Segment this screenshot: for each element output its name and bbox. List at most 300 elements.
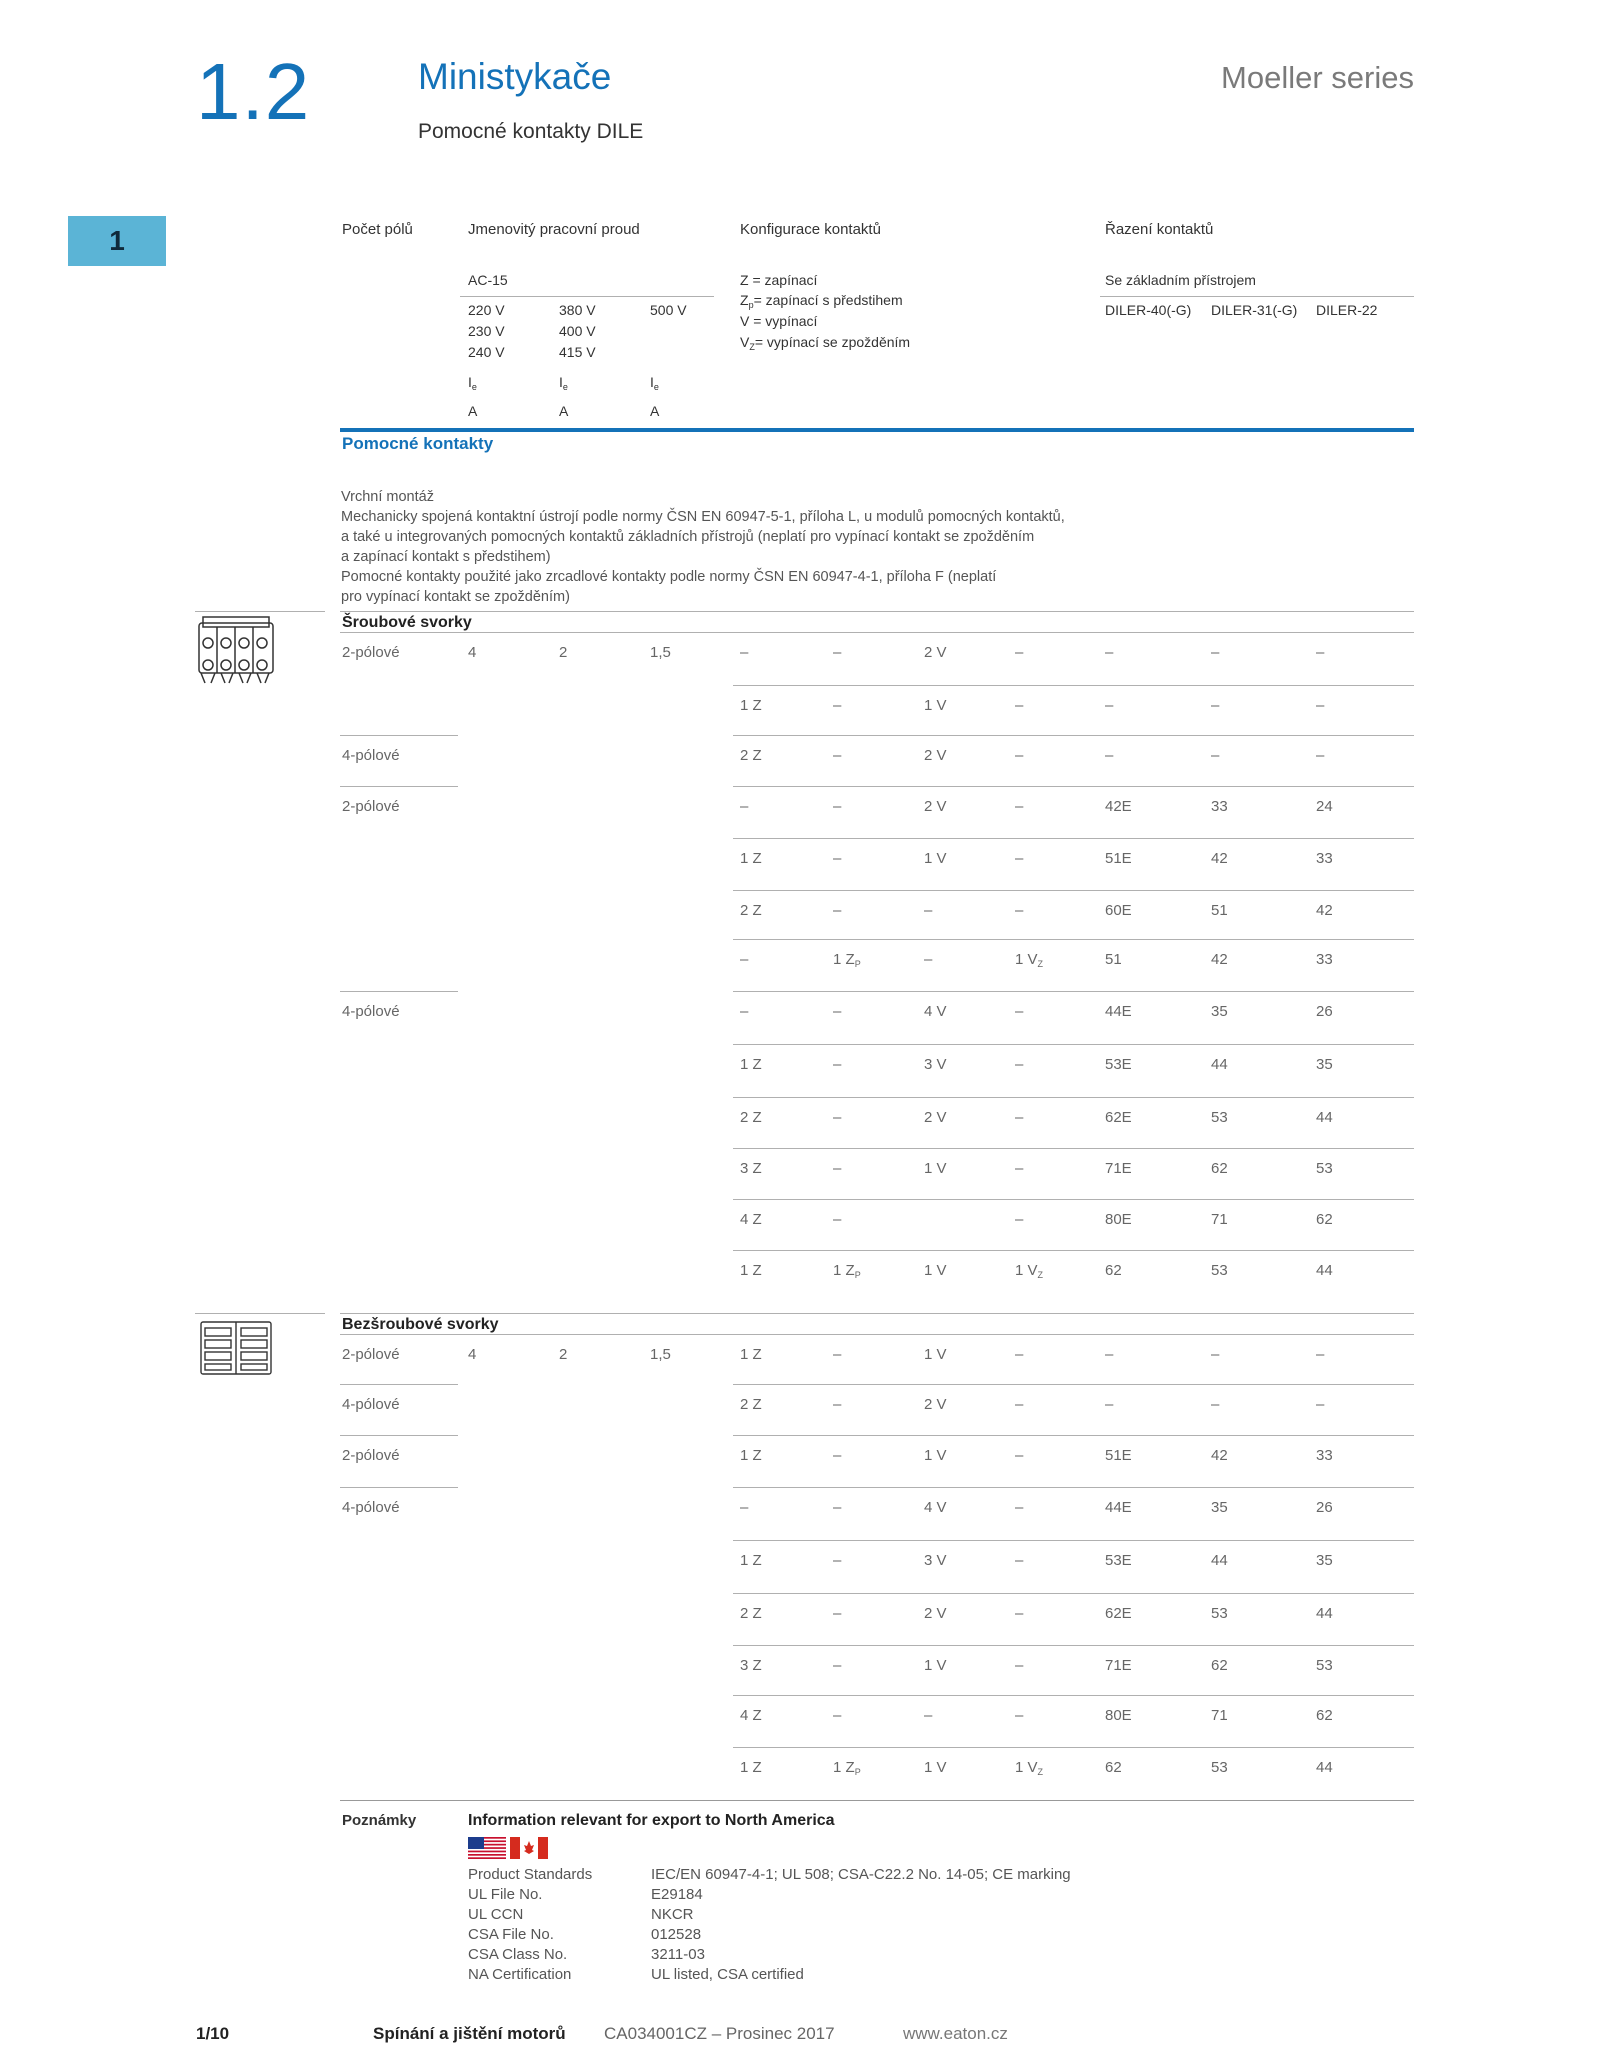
table-cell-z [740,850,762,867]
table-cell-a220 [468,1346,476,1363]
cell-value: – [740,798,749,815]
table-cell-zp [833,1109,841,1126]
order-header: Řazení kontaktů [1105,221,1214,238]
row-divider [733,786,1414,787]
row-divider [733,939,1414,940]
table-cell-v [924,850,947,867]
table-cell-zp [833,1499,841,1516]
table-cell-zp [833,1003,841,1020]
cell-value: – [1015,1447,1024,1464]
table-cell-vz [1015,1552,1023,1569]
cell-value: 80E [1105,1707,1132,1724]
cell-value: 62 [1105,1262,1122,1279]
cell-value: – [1015,902,1024,919]
cell-value: 62 [1316,1707,1333,1724]
footer-chapter: Spínání a jištění motorů [373,2024,566,2043]
intro-line: a zapínací kontakt s předstihem) [341,549,551,565]
base-diler-31: DILER-31(-G) [1211,302,1298,318]
table-cell-v [924,951,932,968]
cell-value: 53 [1211,1109,1228,1126]
table-cell-v [924,1759,947,1776]
cell-subscript: Z [1037,1767,1044,1777]
unit-amp-1: A [468,403,478,419]
table-cell-z [740,1657,762,1674]
voltage-240: 240 V [468,344,505,360]
cell-value: 1 V [924,1262,947,1279]
ie-symbol-3: $I_e$ [650,374,659,392]
table-cell-d40 [1105,644,1113,661]
table-cell-vz [1015,1396,1023,1413]
table-cell-d40 [1105,1552,1132,1569]
row-divider [733,1645,1414,1646]
cell-value: 51 [1211,902,1228,919]
cell-value: – [833,1707,842,1724]
cell-value: – [1015,1605,1024,1622]
cell-value: 3 V [924,1552,947,1569]
cell-value: 2 Z [740,902,762,919]
table-cell-d22 [1316,951,1333,968]
cell-value: 2 V [924,798,947,815]
table-cell-vz [1015,951,1043,969]
cell-value: – [1015,850,1024,867]
cell-value: – [833,1499,842,1516]
cell-value: 51 [1105,951,1122,968]
table-cell-d22 [1316,1396,1324,1413]
cell-value: – [1316,644,1325,661]
cell-value: – [1015,1499,1024,1516]
cell-value: 53 [1211,1759,1228,1776]
table-cell-pole [342,747,400,764]
table-cell-d40 [1105,1109,1132,1126]
voltage-415: 415 V [559,344,596,360]
row-divider [733,838,1414,839]
cell-value: 1 Z [740,1262,762,1279]
table-cell-vz [1015,1346,1023,1363]
table-cell-d31 [1211,1262,1228,1279]
chapter-tab[interactable]: 1 [68,216,166,266]
table-cell-d40 [1105,1211,1132,1228]
table-cell-vz [1015,1211,1023,1228]
cell-value: – [833,1396,842,1413]
cell-value: – [833,850,842,867]
intro-line: a také u integrovaných pomocných kontaktů základních přístrojů (neplatí pro vypínací kontakt se zpožděním [341,529,1035,545]
table-cell-vz [1015,1499,1023,1516]
table-cell-pole [342,1499,400,1516]
cell-value: 4 [468,644,477,661]
cell-value: – [740,644,749,661]
cell-value: 44 [1316,1605,1333,1622]
table-cell-z [740,798,748,815]
cell-value: 53 [1316,1657,1333,1674]
header-rule [340,428,1414,432]
group-divider [340,1313,1414,1314]
cell-value: 1 Z [740,1056,762,1073]
note-key: CSA File No. [468,1926,554,1943]
cell-value: 3 V [924,1056,947,1073]
table-cell-v [924,1552,947,1569]
row-divider [733,1199,1414,1200]
note-value: E29184 [651,1886,703,1903]
table-cell-vz [1015,747,1023,764]
note-value: NKCR [651,1906,694,1923]
pole-divider [340,1487,458,1488]
cell-value: 4-pólové [342,1396,400,1413]
us-flag-icon [468,1837,506,1859]
table-cell-d40 [1105,697,1113,714]
table-cell-d40 [1105,1346,1113,1363]
row-divider [733,991,1414,992]
table-cell-vz [1015,798,1023,815]
table-cell-zp [833,697,841,714]
table-cell-z [740,1552,762,1569]
table-cell-vz [1015,1447,1023,1464]
cell-value: 1,5 [650,1346,671,1363]
table-cell-v [924,1499,947,1516]
cell-value: 4 Z [740,1707,762,1724]
cell-value: – [1015,1003,1024,1020]
cell-value: – [833,1346,842,1363]
cell-value: – [1211,747,1220,764]
table-cell-v [924,1605,947,1622]
group-title: Bezšroubové svorky [342,1316,499,1333]
cell-value: 44 [1316,1262,1333,1279]
note-value: UL listed, CSA certified [651,1966,804,1983]
cell-value: – [833,697,842,714]
table-cell-vz [1015,1262,1043,1280]
cell-value: 1 Z [833,1262,855,1279]
table-cell-v [924,1003,947,1020]
table-cell-z [740,1499,748,1516]
table-cell-d31 [1211,1346,1219,1363]
cell-value: 44E [1105,1499,1132,1516]
cell-value: 62 [1211,1657,1228,1674]
cell-value: 26 [1316,1499,1333,1516]
intro-line: Vrchní montáž [341,489,434,505]
cell-value: – [833,902,842,919]
cell-value: 1 V [924,850,947,867]
table-cell-d22 [1316,1160,1333,1177]
row-divider [340,1334,1414,1335]
group-divider [340,611,1414,612]
cell-value: 2 Z [740,1396,762,1413]
cell-value: – [740,1003,749,1020]
row-divider [733,1695,1414,1696]
cell-value: 2 V [924,1605,947,1622]
table-cell-d31 [1211,1396,1219,1413]
pole-divider [340,1435,458,1436]
cell-value: 62 [1316,1211,1333,1228]
table-cell-d31 [1211,1109,1228,1126]
table-cell-zp [833,747,841,764]
cell-value: 1 V [924,697,947,714]
cell-value: 33 [1316,850,1333,867]
intro-line: pro vypínací kontakt se zpožděním) [341,589,570,605]
ac15-label: AC-15 [468,272,508,288]
table-cell-zp [833,1396,841,1413]
note-key: Product Standards [468,1866,593,1883]
note-key: UL CCN [468,1906,524,1923]
legend-v: V = vypínací [740,313,818,329]
cell-value: 71E [1105,1160,1132,1177]
table-cell-zp [833,798,841,815]
cell-value: – [1211,1346,1220,1363]
table-cell-d40 [1105,1056,1132,1073]
config-header: Konfigurace kontaktů [740,221,881,238]
table-cell-d31 [1211,1552,1228,1569]
table-cell-z [740,1262,762,1279]
cell-value: 2 Z [740,1605,762,1622]
cell-value: – [1211,697,1220,714]
table-cell-z [740,951,748,968]
table-cell-z [740,902,762,919]
cell-value: 2 [559,644,568,661]
cell-value: 53E [1105,1552,1132,1569]
table-cell-a500 [650,644,671,661]
table-cell-d22 [1316,798,1333,815]
row-divider [733,1384,1414,1385]
cell-value: – [924,902,933,919]
table-cell-d22 [1316,1759,1333,1776]
cell-value: 1 Z [740,1552,762,1569]
pole-divider [340,786,458,787]
table-cell-d31 [1211,850,1228,867]
notes-title: Information relevant for export to North America [468,1812,835,1829]
cell-value: – [833,1003,842,1020]
group-title: Šroubové svorky [342,614,472,631]
table-cell-d40 [1105,951,1122,968]
legend-vz: $V_Z=$ vypínací se zpožděním [740,334,911,352]
cell-value: – [833,1552,842,1569]
cell-value: 42E [1105,798,1132,815]
table-cell-vz [1015,850,1023,867]
cell-value: – [1015,697,1024,714]
table-cell-d22 [1316,747,1324,764]
table-cell-z [740,1759,762,1776]
table-cell-zp [833,1707,841,1724]
table-cell-d31 [1211,644,1219,661]
table-cell-v [924,1262,947,1279]
cell-value: 35 [1316,1056,1333,1073]
cell-value: – [1105,1396,1114,1413]
intro-line: Mechanicky spojená kontaktní ústrojí podle normy ČSN EN 60947-5-1, příloha L, u modulů pomocných kontaktů, [341,509,1065,525]
cell-value: 53 [1211,1262,1228,1279]
table-cell-v [924,1109,947,1126]
table-cell-v [924,1707,932,1724]
cell-value: 53 [1211,1605,1228,1622]
table-cell-z [740,1003,748,1020]
table-cell-a380 [559,1346,567,1363]
table-cell-a500 [650,1346,671,1363]
table-cell-d40 [1105,1605,1132,1622]
row-divider [733,1487,1414,1488]
cell-value: 2 V [924,747,947,764]
cell-value: 4 V [924,1003,947,1020]
table-cell-z [740,1447,762,1464]
table-cell-d31 [1211,1499,1228,1516]
table-cell-a380 [559,644,567,661]
table-cell-vz [1015,1003,1023,1020]
group-divider-image [195,611,325,612]
cell-value: 44 [1316,1109,1333,1126]
cell-value: 1 V [924,1160,947,1177]
cell-value: 1 V [924,1759,947,1776]
screwless-terminal-contact-block-image [197,1318,277,1378]
table-cell-d31 [1211,951,1228,968]
table-cell-d31 [1211,1605,1228,1622]
table-cell-d40 [1105,1396,1113,1413]
table-cell-z [740,1346,762,1363]
cell-subscript: Z [1037,959,1044,969]
cell-value: 51E [1105,1447,1132,1464]
cell-value: – [1105,697,1114,714]
voltage-220: 220 V [468,302,505,318]
cell-value: – [833,1056,842,1073]
table-cell-vz [1015,1707,1023,1724]
table-cell-d22 [1316,850,1333,867]
cell-value: – [833,1447,842,1464]
table-cell-zp [833,1552,841,1569]
table-cell-d31 [1211,1759,1228,1776]
screw-terminal-contact-block-image [195,615,277,687]
cell-value: 1 Z [833,951,855,968]
cell-value: 1 V [1015,951,1038,968]
row-divider [733,1097,1414,1098]
footer-catalog: CA034001CZ – Prosinec 2017 [604,2024,835,2043]
pole-divider [340,735,458,736]
cell-value: 1 Z [833,1759,855,1776]
cell-value: 42 [1211,951,1228,968]
cell-value: 1 Z [740,1346,762,1363]
table-cell-d40 [1105,798,1132,815]
table-cell-zp [833,1657,841,1674]
table-cell-d22 [1316,1262,1333,1279]
cell-value: – [833,747,842,764]
table-cell-zp [833,1211,841,1228]
table-cell-d40 [1105,1707,1132,1724]
table-cell-vz [1015,1657,1023,1674]
cell-value: 1 Z [740,1447,762,1464]
pole-divider [340,991,458,992]
cell-value: 2-pólové [342,1346,400,1363]
table-cell-d22 [1316,1657,1333,1674]
voltage-400: 400 V [559,323,596,339]
cell-value: – [924,1707,933,1724]
table-cell-v [924,644,947,661]
cell-value: 1 V [924,1346,947,1363]
table-cell-d22 [1316,1605,1333,1622]
table-cell-z [740,747,762,764]
cell-value: 33 [1316,1447,1333,1464]
table-cell-z [740,1160,762,1177]
cell-value: 2 V [924,1109,947,1126]
cell-value: – [1015,798,1024,815]
table-cell-vz [1015,1759,1043,1777]
cell-value: 33 [1316,951,1333,968]
cell-value: 4-pólové [342,1003,400,1020]
cell-value: – [1211,1396,1220,1413]
cell-value: – [1105,1346,1114,1363]
cell-value: 62 [1105,1759,1122,1776]
table-cell-d40 [1105,1262,1122,1279]
row-divider [733,1540,1414,1541]
table-cell-zp [833,1056,841,1073]
table-cell-d31 [1211,1003,1228,1020]
table-cell-v [924,1056,947,1073]
table-cell-d22 [1316,1211,1333,1228]
table-cell-pole [342,1447,400,1464]
row-divider [733,1148,1414,1149]
base-diler-22: DILER-22 [1316,302,1378,318]
table-cell-d40 [1105,1160,1132,1177]
cell-subscript: Z [1037,1270,1044,1280]
group-divider-image [195,1313,325,1314]
note-key: CSA Class No. [468,1946,568,1963]
cell-value: 80E [1105,1211,1132,1228]
cell-value: – [1015,1396,1024,1413]
note-value: 012528 [651,1926,702,1943]
cell-value: 42 [1316,902,1333,919]
cell-value: 4 Z [740,1211,762,1228]
cell-value: 2 Z [740,747,762,764]
base-diler-40: DILER-40(-G) [1105,302,1192,318]
cell-value: 1 V [924,1657,947,1674]
table-cell-pole [342,644,400,661]
row-divider [733,685,1414,686]
cell-value: – [1015,747,1024,764]
table-cell-d31 [1211,798,1228,815]
cell-value: – [1015,1552,1024,1569]
table-cell-pole [342,798,400,815]
table-cell-v [924,697,947,714]
note-key: NA Certification [468,1966,572,1983]
table-cell-zp [833,951,861,969]
cell-value: – [1316,1396,1325,1413]
voltage-500: 500 V [650,302,687,318]
section-heading: Pomocné kontakty [342,434,494,453]
cell-value: 60E [1105,902,1132,919]
voltage-380: 380 V [559,302,596,318]
table-cell-d22 [1316,1003,1333,1020]
cell-value: – [1316,747,1325,764]
table-cell-v [924,1396,947,1413]
voltage-230: 230 V [468,323,505,339]
table-cell-d31 [1211,697,1219,714]
cell-value: – [1316,697,1325,714]
table-cell-d22 [1316,1552,1333,1569]
cell-value: 4-pólové [342,747,400,764]
series-label: Moeller series [1221,60,1414,95]
cell-value: 2-pólové [342,1447,400,1464]
pole-divider [340,1384,458,1385]
cell-value: 1 V [1015,1262,1038,1279]
row-divider [733,1250,1414,1251]
cell-value: – [740,1499,749,1516]
table-cell-zp [833,644,841,661]
intro-line: Pomocné kontakty použité jako zrcadlové kontakty podle normy ČSN EN 60947-4-1, příloha F (neplatí [341,569,997,585]
canada-flag-icon [510,1837,548,1859]
table-cell-d22 [1316,902,1333,919]
table-cell-d22 [1316,1346,1324,1363]
unit-amp-3: A [650,403,660,419]
cell-value: 35 [1316,1552,1333,1569]
footer-url[interactable]: www.eaton.cz [903,2024,1008,2043]
cell-value: 4 V [924,1499,947,1516]
cell-value: – [1015,1657,1024,1674]
table-cell-zp [833,1447,841,1464]
table-cell-d40 [1105,1499,1132,1516]
table-cell-d22 [1316,1109,1333,1126]
cell-value: – [1015,1160,1024,1177]
